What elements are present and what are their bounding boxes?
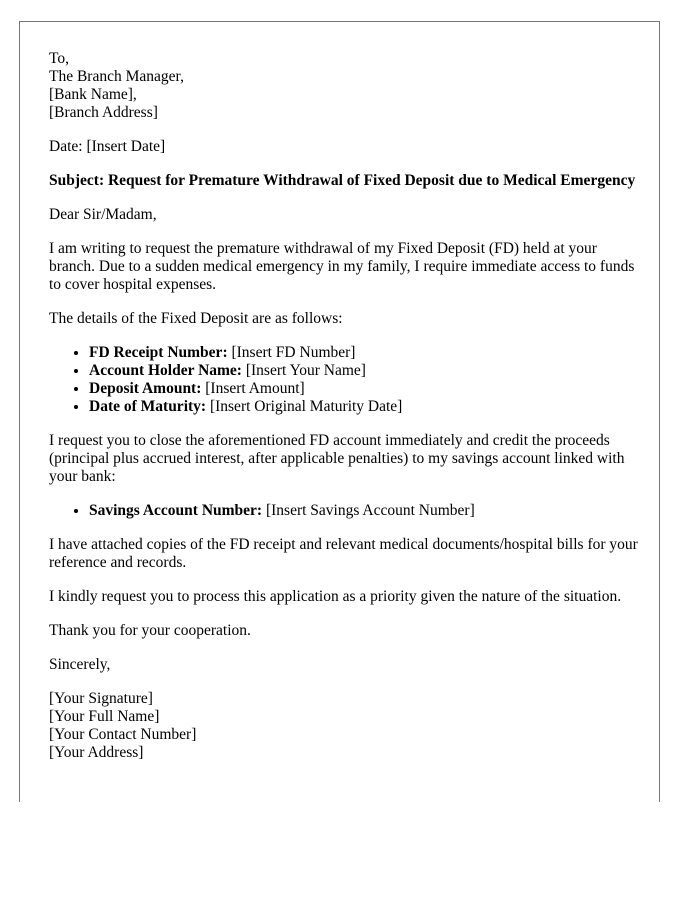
letter-content: [49, 50, 639, 778]
priority-paragraph: I kindly request you to process this application as a priority given the nature of the situation.: [49, 588, 622, 605]
fd-receipt-value: [Insert FD Number]: [227, 344, 356, 361]
closing-line: Sincerely,: [49, 656, 111, 673]
list-item: [89, 380, 639, 398]
attachments-paragraph: I have attached copies of the FD receipt and relevant medical documents/hospital bills for your reference and records.: [49, 536, 638, 571]
maturity-date-label: Date of Maturity:: [89, 398, 207, 415]
date-line: Date: [Insert Date]: [49, 138, 166, 155]
intro-paragraph: I am writing to request the premature withdrawal of my Fixed Deposit (FD) held at your branch. Due to a sudden medical emergency in my family, I require immediate access to funds to cover hospital expenses.: [49, 240, 635, 293]
signature-line: [Your Signature]: [49, 690, 153, 707]
list-item: [89, 398, 639, 416]
full-name-line: [Your Full Name]: [49, 708, 160, 725]
deposit-amount-value: [Insert Amount]: [201, 380, 305, 397]
thanks-line: Thank you for your cooperation.: [49, 622, 251, 639]
recipient-line: The Branch Manager,: [49, 68, 184, 85]
subject-line: Subject: Request for Premature Withdrawal of Fixed Deposit due to Medical Emergency: [49, 172, 636, 189]
to-line: To,: [49, 50, 70, 67]
savings-account-value: [Insert Savings Account Number]: [262, 502, 475, 519]
maturity-date-value: [Insert Original Maturity Date]: [206, 398, 403, 415]
bank-name-line: [Bank Name],: [49, 86, 137, 103]
savings-account-list: [49, 502, 639, 520]
fd-details-list: [49, 344, 639, 416]
account-holder-value: [Insert Your Name]: [241, 362, 366, 379]
fd-receipt-label: FD Receipt Number:: [89, 344, 228, 361]
address-line: [Your Address]: [49, 744, 144, 761]
contact-line: [Your Contact Number]: [49, 726, 197, 743]
salutation: Dear Sir/Madam,: [49, 206, 157, 223]
list-item: [89, 502, 639, 520]
list-item: [89, 362, 639, 380]
details-intro: The details of the Fixed Deposit are as follows:: [49, 310, 343, 327]
letter-page: [19, 21, 660, 802]
account-holder-label: Account Holder Name:: [89, 362, 242, 379]
deposit-amount-label: Deposit Amount:: [89, 380, 202, 397]
recipient-address: [49, 50, 639, 122]
signature-block: [49, 690, 639, 762]
savings-account-label: Savings Account Number:: [89, 502, 263, 519]
branch-address-line: [Branch Address]: [49, 104, 158, 121]
list-item: [89, 344, 639, 362]
request-paragraph: I request you to close the aforementioned FD account immediately and credit the proceeds (principal plus accrued interest, after applicable penalties) to my savings account linked with your bank:: [49, 432, 625, 485]
